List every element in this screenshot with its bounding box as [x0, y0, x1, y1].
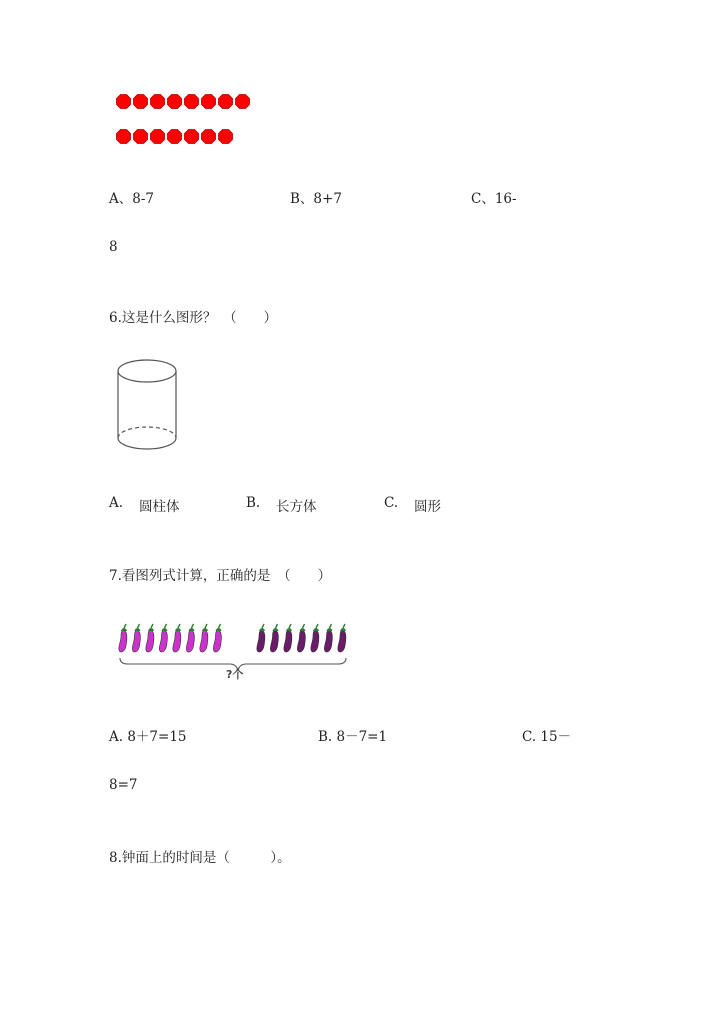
eggplant-icon — [257, 624, 265, 652]
q5-option-c-continued: 8 — [109, 239, 118, 255]
q5-option-a: A、8-7 — [109, 191, 154, 207]
eggplant-icon — [173, 624, 181, 652]
red-dots-row-2 — [116, 129, 233, 144]
cylinder-icon — [110, 355, 184, 463]
q6-option-c-letter: C. — [384, 495, 399, 511]
q6-option-c-text: 圆形 — [414, 499, 441, 515]
red-dot — [116, 94, 131, 109]
eggplant-icon — [200, 624, 208, 652]
q7-option-c: C. 15－ — [522, 729, 572, 745]
eggplant-icon — [284, 624, 292, 652]
red-dot — [201, 129, 216, 144]
red-dot — [150, 129, 165, 144]
q8-question: 8.钟面上的时间是（ ）。 — [109, 850, 291, 866]
eggplant-icon — [146, 624, 154, 652]
q5-option-c: C、16- — [471, 191, 517, 207]
red-dot — [133, 129, 148, 144]
q7-option-a: A. 8＋7=15 — [109, 729, 187, 745]
red-dot — [218, 94, 233, 109]
red-dot — [201, 94, 216, 109]
eggplant-icon — [297, 624, 305, 652]
red-dot — [167, 129, 182, 144]
q5-option-b: B、8+7 — [290, 191, 342, 207]
eggplant-icon — [270, 624, 278, 652]
q7-option-c-continued: 8=7 — [109, 777, 138, 793]
eggplant-icon — [338, 624, 346, 652]
eggplant-icon — [132, 624, 140, 652]
q6-option-a-text: 圆柱体 — [139, 499, 180, 515]
red-dot — [133, 94, 148, 109]
brace-label: ?个 — [226, 668, 244, 681]
red-dot — [184, 129, 199, 144]
red-dot — [184, 94, 199, 109]
red-dots-row-1 — [116, 94, 250, 109]
q6-option-b-text: 长方体 — [276, 499, 317, 515]
q6-question: 6.这是什么图形？ （ ） — [109, 310, 278, 326]
red-dot — [167, 94, 182, 109]
q6-option-b-letter: B. — [246, 495, 261, 511]
red-dot — [150, 94, 165, 109]
red-dot — [218, 129, 233, 144]
eggplant-icon — [186, 624, 194, 652]
eggplant-icon — [119, 624, 127, 652]
red-dot — [116, 129, 131, 144]
eggplant-icon — [324, 624, 332, 652]
q6-option-a-letter: A. — [109, 495, 124, 511]
eggplant-icon — [213, 624, 221, 652]
q7-question: 7.看图列式计算，正确的是 （ ） — [109, 568, 332, 584]
red-dot — [235, 94, 250, 109]
eggplant-icon — [311, 624, 319, 652]
q7-option-b: B. 8－7=1 — [318, 729, 388, 745]
eggplant-icon — [159, 624, 167, 652]
